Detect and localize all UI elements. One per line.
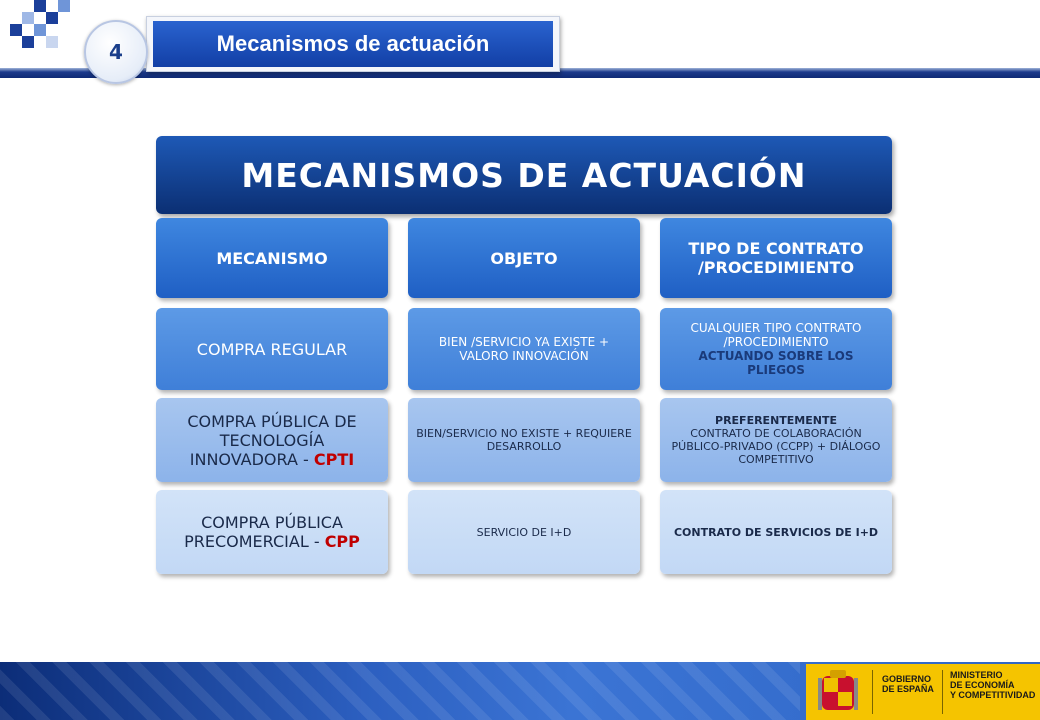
cell-text-bold: CONTRATO DE SERVICIOS DE I+D: [673, 525, 879, 539]
ministerio-text: [950, 670, 1035, 700]
cell-text-main: CUALQUIER TIPO CONTRATO /PROCEDIMIENTO: [690, 321, 862, 349]
column-header-tipo-contrato: TIPO DE CONTRATO /PROCEDIMIENTO: [660, 218, 892, 298]
tipo-contrato-cell-1: [660, 308, 892, 390]
objeto-cell-2: [408, 398, 640, 482]
objeto-cell-1: [408, 308, 640, 390]
cell-text: BIEN/SERVICIO NO EXISTE + REQUIERE DESARROLLO: [416, 427, 632, 453]
cell-text-main: COMPRA PÚBLICA DE TECNOLOGÍA INNOVADORA -: [187, 411, 357, 469]
column-header-objeto: OBJETO: [408, 218, 640, 298]
section-title: Mecanismos de actuación: [153, 21, 553, 67]
section-title-box: [146, 16, 560, 72]
main-banner: MECANISMOS DE ACTUACIÓN: [156, 136, 892, 214]
cell-text-main: CONTRATO DE COLABORACIÓN PÚBLICO-PRIVADO (CCPP) + DIÁLOGO COMPETITIVO: [671, 427, 881, 466]
cell-text: [164, 513, 380, 551]
footer-pattern: [0, 662, 800, 720]
cell-text: [668, 321, 884, 377]
government-logo: [806, 664, 1040, 720]
cell-text: SERVICIO DE I+D: [476, 525, 572, 539]
ministerio-line-2: DE ECONOMÍA: [950, 680, 1015, 690]
mecanismo-cell-1: [156, 308, 388, 390]
cell-text-main: COMPRA PÚBLICA PRECOMERCIAL -: [184, 513, 343, 551]
objeto-cell-3: [408, 490, 640, 574]
section-number-badge: 4: [84, 20, 148, 84]
gobierno-line-1: GOBIERNO: [882, 674, 932, 684]
tipo-contrato-cell-3: [660, 490, 892, 574]
gobierno-line-2: DE ESPAÑA: [882, 684, 934, 694]
logo-squares: [0, 0, 80, 60]
ministerio-line-1: MINISTERIO: [950, 670, 1003, 680]
cell-text: COMPRA REGULAR: [196, 339, 348, 359]
mecanismo-cell-3: [156, 490, 388, 574]
cell-text: [668, 414, 884, 466]
column-header-mecanismo: MECANISMO: [156, 218, 388, 298]
cell-text: BIEN /SERVICIO YA EXISTE + VALORO INNOVACIÓN: [438, 335, 610, 363]
cell-text: [164, 412, 380, 469]
logo-divider: [872, 670, 873, 714]
ministerio-line-3: Y COMPETITIVIDAD: [950, 690, 1036, 700]
cell-text-bold: ACTUANDO SOBRE LOS PLIEGOS: [698, 349, 854, 377]
cell-text-bold: PREFERENTEMENTE: [715, 414, 837, 427]
logo-divider: [942, 670, 943, 714]
gobierno-text: [882, 674, 934, 694]
mecanismo-cell-2: [156, 398, 388, 482]
cpti-highlight: CPTI: [313, 449, 355, 469]
coat-of-arms-icon: [818, 668, 858, 716]
cpp-highlight: CPP: [324, 532, 360, 551]
tipo-contrato-cell-2: [660, 398, 892, 482]
